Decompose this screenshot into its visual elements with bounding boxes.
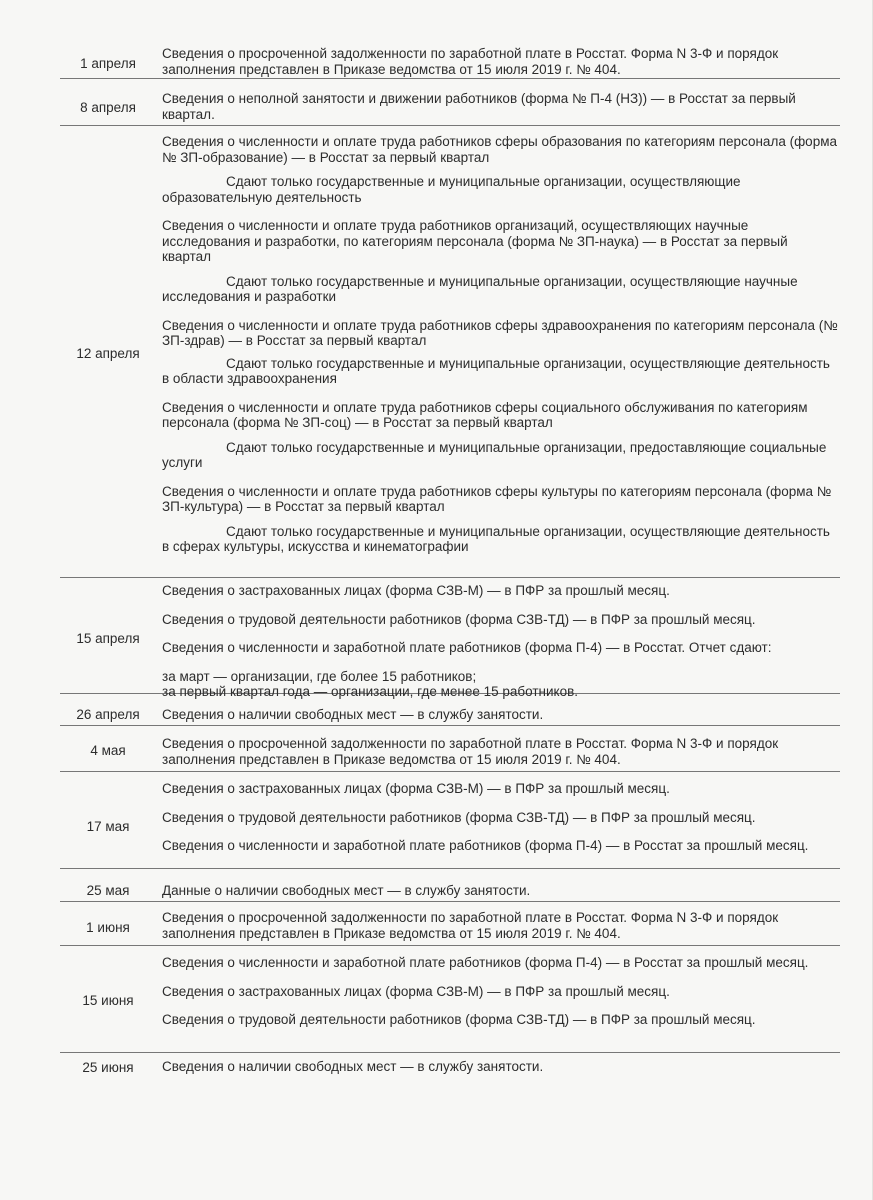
schedule-row (60, 90, 840, 126)
report-item: Сведения о численности и оплате труда работников сферы культуры по категориям персонала (форма № ЗП-культура) — в Росстат за первый квартал (162, 483, 832, 514)
row-date: 15 июня (82, 993, 134, 1008)
row-date: 25 мая (86, 883, 130, 898)
report-item: Сведения о численности и оплате труда работников организаций, осуществляющих научные исследования и разработки, по категориям персонала (форма № ЗП-наука) — в Росстат за первый квартал (162, 218, 788, 264)
schedule-row (60, 581, 840, 699)
report-item: Сведения о численности и оплате труда работников сферы здравоохранения по категориям персонала (№ ЗП-здрав) — в Росстат за первый квартал (162, 317, 838, 348)
row-content (162, 883, 838, 899)
report-item: Сведения о просроченной задолженности по заработной плате в Росстат. Форма N 3-Ф и порядок заполнения представлен в Приказе ведомства от 15 июля 2019 г. № 404. (162, 46, 779, 77)
report-item: Сведения о просроченной задолженности по заработной плате в Росстат. Форма N 3-Ф и порядок заполнения представлен в Приказе ведомства от 15 июля 2019 г. № 404. (162, 910, 779, 941)
schedule-row (60, 132, 840, 578)
schedule-row (60, 876, 840, 902)
row-content (162, 46, 838, 77)
report-item: Сведения о численности и заработной плате работников (форма П-4) — в Росстат. Отчет сдают: (162, 640, 772, 655)
schedule-row (60, 733, 840, 772)
report-note: Сдают только государственные и муниципальные организации, осуществляющие деятельность в области здравоохранения (162, 355, 830, 386)
report-note: Сдают только государственные и муниципальные организации, осуществляющие научные исследования и разработки (162, 273, 798, 304)
row-date: 17 мая (86, 819, 130, 834)
row-content (162, 91, 838, 122)
row-content (162, 781, 838, 854)
row-date: 8 апреля (80, 100, 136, 115)
row-date: 26 апреля (76, 707, 140, 722)
report-item: Сведения о застрахованных лицах (форма СЗВ-М) — в ПФР за прошлый месяц. (162, 583, 670, 598)
report-item: за первый квартал года — организации, где менее 15 работников. (162, 684, 579, 699)
report-item: Сведения о трудовой деятельности работников (форма СЗВ-ТД) — в ПФР за прошлый месяц. (162, 809, 756, 825)
report-item: Сведения о трудовой деятельности работников (форма СЗВ-ТД) — в ПФР за прошлый месяц. (162, 1012, 756, 1027)
schedule-row (60, 907, 840, 946)
schedule-row (60, 952, 840, 1053)
row-content (162, 707, 838, 723)
report-item: Данные о наличии свободных мест — в службу занятости. (162, 883, 531, 898)
report-item: Сведения о численности и оплате труда работников сферы социального обслуживания по категориям персонала (форма № ЗП-соц) — в Росстат за первый квартал (162, 399, 808, 430)
report-item: Сведения о трудовой деятельности работников (форма СЗВ-ТД) — в ПФР за прошлый месяц. (162, 611, 756, 627)
report-item: Сведения о застрахованных лицах (форма СЗВ-М) — в ПФР за прошлый месяц. (162, 983, 670, 999)
schedule-row (60, 1056, 840, 1080)
report-item: Сведения о численности и оплате труда работников сферы образования по категориям персонала (форма № ЗП-образование) — в Росстат за первый квартал (162, 134, 837, 165)
report-item: за март — организации, где более 15 работников; (162, 668, 477, 684)
row-date: 1 апреля (80, 56, 136, 71)
row-content (162, 955, 838, 1028)
schedule-row (60, 700, 840, 726)
row-date: 15 апреля (76, 631, 140, 646)
report-item: Сведения о наличии свободных мест — в службу занятости. (162, 707, 544, 722)
report-item: Сведения о наличии свободных мест — в службу занятости. (162, 1059, 544, 1074)
report-note: Сдают только государственные и муниципальные организации, осуществляющие деятельность в сферах культуры, искусства и кинематографии (162, 523, 830, 554)
report-item: Сведения о просроченной задолженности по заработной плате в Росстат. Форма N 3-Ф и порядок заполнения представлен в Приказе ведомства от 15 июля 2019 г. № 404. (162, 736, 779, 767)
row-content (162, 1059, 838, 1075)
row-date: 1 июня (86, 920, 130, 935)
row-content (162, 134, 838, 555)
report-item: Сведения о численности и заработной плате работников (форма П-4) — в Росстат за прошлый месяц. (162, 838, 809, 853)
report-note: Сдают только государственные и муниципальные организации, осуществляющие образовательную деятельность (162, 174, 741, 205)
row-date: 12 апреля (76, 346, 140, 361)
schedule-row (60, 778, 840, 869)
row-content (162, 736, 838, 767)
report-item: Сведения о неполной занятости и движении работников (форма № П-4 (НЗ)) — в Росстат за первый квартал. (162, 91, 796, 122)
report-item: Сведения о застрахованных лицах (форма СЗВ-М) — в ПФР за прошлый месяц. (162, 781, 670, 796)
row-date: 4 мая (90, 743, 126, 758)
schedule-row (60, 44, 840, 79)
row-content (162, 910, 838, 941)
report-note: Сдают только государственные и муниципальные организации, предоставляющие социальные услуги (162, 439, 827, 470)
report-item: Сведения о численности и заработной плате работников (форма П-4) — в Росстат за прошлый месяц. (162, 955, 809, 970)
row-content (162, 583, 838, 700)
row-date: 25 июня (82, 1060, 134, 1075)
